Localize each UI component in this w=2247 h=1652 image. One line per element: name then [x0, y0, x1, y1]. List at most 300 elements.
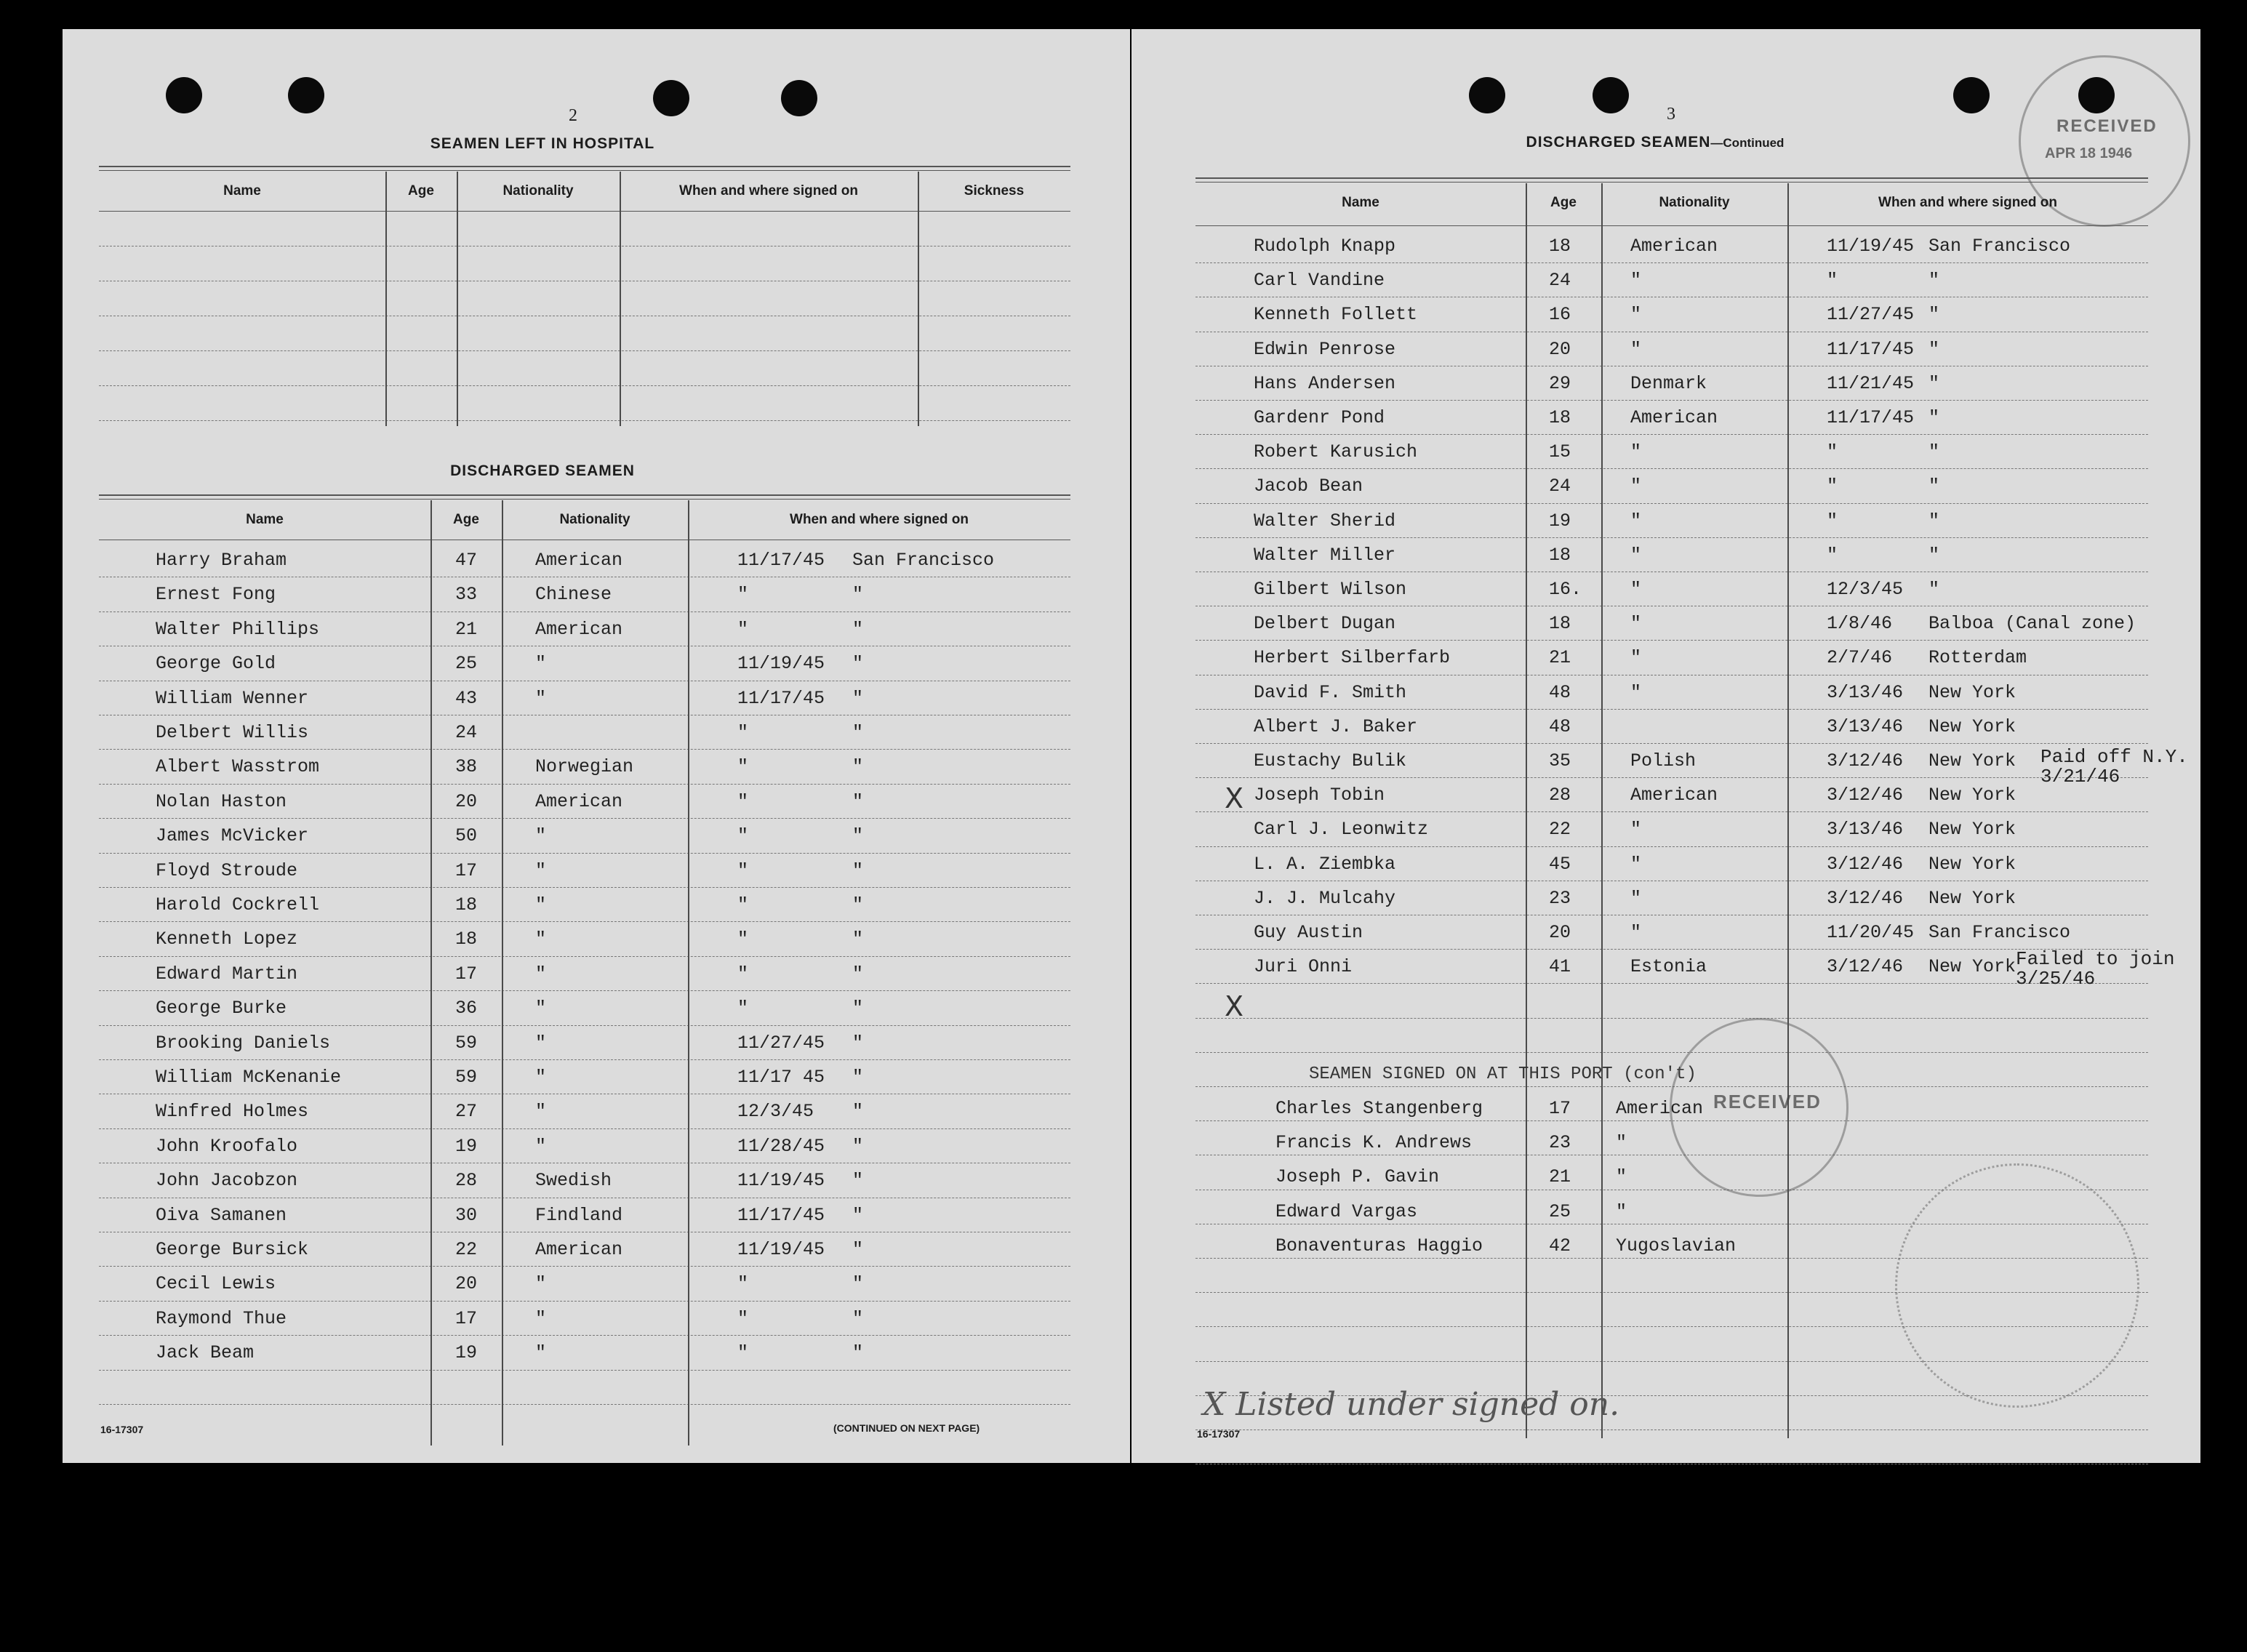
signed-place-cell: " — [852, 653, 864, 675]
nationality-cell: American — [1630, 236, 1718, 257]
hospital-title: SEAMEN LEFT IN HOSPITAL — [430, 135, 655, 152]
name-cell: Nolan Haston — [156, 790, 287, 812]
signed-place-cell: " — [1928, 270, 1940, 292]
signed-place-cell: New York — [1928, 853, 2016, 875]
row-line — [99, 956, 1070, 957]
nationality-cell: " — [535, 1307, 547, 1329]
age-cell: 18 — [1549, 544, 1571, 566]
column-header: Age — [1550, 195, 1577, 210]
signed-date-cell: 11/19/45 — [737, 653, 825, 675]
signed-place-cell: " — [852, 687, 864, 709]
discharged-title: DISCHARGED SEAMEN — [450, 462, 635, 479]
table-rule — [1195, 182, 2148, 183]
paid-off-note — [2040, 747, 2188, 787]
name-cell: William McKenanie — [156, 1067, 342, 1088]
form-number: 16-17307 — [1197, 1428, 1241, 1440]
column-divider — [502, 500, 503, 1446]
signed-place-cell: " — [1928, 476, 1940, 497]
name-cell: Hans Andersen — [1254, 372, 1396, 394]
name-cell: Cecil Lewis — [156, 1273, 276, 1295]
name-cell: David F. Smith — [1254, 681, 1407, 703]
age-cell: 59 — [455, 1032, 478, 1054]
name-cell: Raymond Thue — [156, 1307, 287, 1329]
signed-date-cell: " — [737, 756, 749, 778]
row-line — [99, 990, 1070, 991]
title-main: DISCHARGED SEAMEN — [1526, 134, 1711, 151]
nationality-cell: " — [1630, 647, 1642, 669]
column-divider — [457, 172, 458, 426]
nationality-cell: " — [535, 1273, 547, 1295]
age-cell: 25 — [455, 653, 478, 675]
signed-date-cell: 2/7/46 — [1827, 647, 1893, 669]
signed-date-cell: 3/12/46 — [1827, 887, 1904, 909]
nationality-cell: " — [535, 929, 547, 950]
age-cell: 19 — [1549, 510, 1571, 532]
name-cell: George Gold — [156, 653, 276, 675]
signed-date-cell: 11/21/45 — [1827, 372, 1915, 394]
age-cell: 18 — [1549, 407, 1571, 428]
age-cell: 43 — [455, 687, 478, 709]
row-line — [1195, 743, 2148, 744]
age-cell: 35 — [1549, 750, 1571, 771]
signed-date-cell: " — [737, 963, 749, 985]
signed-date-cell: 3/12/46 — [1827, 785, 1904, 806]
nationality-cell: " — [535, 998, 547, 1019]
row-line — [99, 385, 1070, 386]
punch-hole — [166, 77, 202, 113]
handwritten-note: X Listed under signed on. — [1203, 1386, 1620, 1423]
age-cell: 30 — [455, 1204, 478, 1226]
column-divider — [1526, 183, 1527, 1438]
signed-date-cell: 11/17/45 — [1827, 338, 1915, 360]
row-line — [1195, 537, 2148, 538]
name-cell: Winfred Holmes — [156, 1101, 309, 1123]
punch-hole — [1953, 77, 1990, 113]
signed-place-cell: " — [852, 756, 864, 778]
column-divider — [918, 172, 919, 426]
name-cell: Gardenr Pond — [1254, 407, 1385, 428]
failed-to-join-note — [2016, 950, 2174, 989]
row-line — [1195, 709, 2148, 710]
signed-place-cell: " — [1928, 510, 1940, 532]
age-cell: 27 — [455, 1101, 478, 1123]
name-cell: Joseph P. Gavin — [1275, 1166, 1440, 1188]
signed-date-cell: 11/27/45 — [1827, 304, 1915, 326]
signed-place-cell: " — [852, 1135, 864, 1157]
punch-hole — [288, 77, 324, 113]
nationality-cell: " — [1630, 681, 1642, 703]
nationality-cell: " — [535, 687, 547, 709]
age-cell: 24 — [1549, 476, 1571, 497]
signed-place-cell: " — [852, 1307, 864, 1329]
column-divider — [1601, 183, 1603, 1438]
name-cell: John Kroofalo — [156, 1135, 298, 1157]
nationality-cell: " — [535, 825, 547, 847]
column-divider — [688, 500, 689, 1446]
signed-date-cell: " — [1827, 476, 1838, 497]
nationality-cell: American — [535, 618, 623, 640]
signed-date-cell: 11/17/45 — [737, 1204, 825, 1226]
name-cell: Carl Vandine — [1254, 270, 1385, 292]
column-divider — [430, 500, 432, 1446]
signed-date-cell: 11/17/45 — [1827, 407, 1915, 428]
signed-place-cell: " — [852, 1101, 864, 1123]
name-cell: Herbert Silberfarb — [1254, 647, 1451, 669]
signed-date-cell: 11/19/45 — [737, 1239, 825, 1260]
signed-date-cell: " — [737, 1342, 749, 1364]
signed-date-cell: 11/27/45 — [737, 1032, 825, 1054]
nationality-cell: Estonia — [1630, 956, 1707, 978]
nationality-cell: " — [1630, 544, 1642, 566]
column-header: Nationality — [1659, 195, 1730, 210]
signed-on-heading: SEAMEN SIGNED ON AT THIS PORT (con't) — [1309, 1064, 1697, 1084]
age-cell: 24 — [1549, 270, 1571, 292]
age-cell: 17 — [1549, 1098, 1571, 1119]
punch-hole — [653, 80, 689, 116]
signed-date-cell: 3/12/46 — [1827, 956, 1904, 978]
signed-place-cell: New York — [1928, 681, 2016, 703]
signed-place-cell: " — [852, 1170, 864, 1192]
age-cell: 38 — [455, 756, 478, 778]
age-cell: 29 — [1549, 372, 1571, 394]
row-line — [1195, 846, 2148, 847]
row-line — [1195, 262, 2148, 263]
nationality-cell: Polish — [1630, 750, 1697, 771]
row-line — [99, 1404, 1070, 1405]
received-stamp-text: RECEIVED — [2056, 116, 2158, 136]
received-stamp-date: APR 18 1946 — [2045, 145, 2133, 161]
signed-date-cell: 3/13/46 — [1827, 819, 1904, 841]
name-cell: Bonaventuras Haggio — [1275, 1235, 1483, 1256]
age-cell: 16. — [1549, 579, 1582, 600]
name-cell: Juri Onni — [1254, 956, 1353, 978]
row-line — [99, 921, 1070, 922]
nationality-cell: " — [1630, 922, 1642, 943]
nationality-cell: " — [535, 894, 547, 915]
row-line — [99, 853, 1070, 854]
left-page — [63, 29, 1130, 1463]
signed-date-cell: " — [1827, 510, 1838, 532]
name-cell: Edward Vargas — [1275, 1200, 1418, 1222]
table-rule — [99, 499, 1070, 500]
name-cell: Francis K. Andrews — [1275, 1132, 1473, 1154]
signed-date-cell: 12/3/45 — [1827, 579, 1904, 600]
seal-stamp — [1895, 1163, 2139, 1408]
signed-place-cell: " — [1928, 338, 1940, 360]
page-number: 3 — [1667, 105, 1675, 124]
column-header: When and where signed on — [1878, 195, 2057, 210]
signed-date-cell: 3/13/46 — [1827, 715, 1904, 737]
signed-place-cell: " — [852, 859, 864, 881]
signed-place-cell: " — [852, 1239, 864, 1260]
column-header: Name — [1342, 195, 1379, 210]
name-cell: Carl J. Leonwitz — [1254, 819, 1429, 841]
signed-place-cell: New York — [1928, 956, 2016, 978]
age-cell: 45 — [1549, 853, 1571, 875]
age-cell: 42 — [1549, 1235, 1571, 1256]
signed-date-cell: " — [737, 618, 749, 640]
name-cell: Walter Miller — [1254, 544, 1396, 566]
name-cell: Harold Cockrell — [156, 894, 320, 915]
column-header: Name — [223, 183, 261, 199]
name-cell: Oiva Samanen — [156, 1204, 287, 1226]
row-line — [1195, 1052, 2148, 1053]
name-cell: John Jacobzon — [156, 1170, 298, 1192]
signed-place-cell: " — [1928, 579, 1940, 600]
signed-date-cell: 11/19/45 — [1827, 236, 1915, 257]
age-cell: 41 — [1549, 956, 1571, 978]
title-suffix: —Continued — [1710, 136, 1785, 150]
signed-date-cell: " — [737, 894, 749, 915]
signed-place-cell: " — [852, 722, 864, 743]
age-cell: 22 — [1549, 819, 1571, 841]
name-cell: Kenneth Follett — [1254, 304, 1418, 326]
name-cell: Harry Braham — [156, 550, 287, 571]
row-line — [1195, 1018, 2148, 1019]
nationality-cell: " — [535, 1342, 547, 1364]
age-cell: 17 — [455, 1307, 478, 1329]
row-line — [1195, 983, 2148, 984]
row-line — [99, 420, 1070, 421]
name-cell: Edwin Penrose — [1254, 338, 1396, 360]
name-cell: Floyd Stroude — [156, 859, 298, 881]
signed-place-cell: San Francisco — [1928, 922, 2071, 943]
row-line — [1195, 949, 2148, 950]
name-cell: Rudolph Knapp — [1254, 236, 1396, 257]
nationality-cell: " — [535, 859, 547, 881]
nationality-cell: American — [535, 790, 623, 812]
table-rule — [99, 166, 1070, 167]
signed-date-cell: " — [737, 859, 749, 881]
punch-hole — [1593, 77, 1629, 113]
signed-place-cell: New York — [1928, 715, 2016, 737]
nationality-cell: " — [1630, 441, 1642, 463]
age-cell: 23 — [1549, 887, 1571, 909]
signed-place-cell: " — [852, 825, 864, 847]
column-divider — [1787, 183, 1789, 1438]
signed-date-cell: 1/8/46 — [1827, 613, 1893, 635]
signed-date-cell: " — [737, 722, 749, 743]
nationality-cell: Chinese — [535, 584, 612, 606]
row-line — [1195, 640, 2148, 641]
age-cell: 20 — [1549, 338, 1571, 360]
nationality-cell: " — [1630, 887, 1642, 909]
name-cell: J. J. Mulcahy — [1254, 887, 1396, 909]
column-header: When and where signed on — [790, 512, 969, 527]
age-cell: 15 — [1549, 441, 1571, 463]
nationality-cell: " — [535, 1032, 547, 1054]
age-cell: 24 — [455, 722, 478, 743]
row-line — [99, 1128, 1070, 1129]
name-cell: George Bursick — [156, 1239, 309, 1260]
received-stamp-2-text: RECEIVED — [1713, 1091, 1822, 1112]
signed-date-cell: 11/28/45 — [737, 1135, 825, 1157]
signed-date-cell: 12/3/45 — [737, 1101, 814, 1123]
discharged-continued-title — [1466, 134, 1844, 151]
signed-date-cell: " — [1827, 441, 1838, 463]
nationality-cell: Swedish — [535, 1170, 612, 1192]
name-cell: George Burke — [156, 998, 287, 1019]
column-header: Age — [408, 183, 434, 199]
age-cell: 17 — [455, 963, 478, 985]
row-line — [99, 784, 1070, 785]
paid-off-text: Paid off N.Y. 3/21/46 — [2040, 746, 2188, 787]
age-cell: 47 — [455, 550, 478, 571]
signed-place-cell: " — [852, 1067, 864, 1088]
nationality-cell: " — [535, 1101, 547, 1123]
signed-place-cell: " — [852, 618, 864, 640]
signed-place-cell: San Francisco — [1928, 236, 2071, 257]
row-line — [1195, 777, 2148, 778]
nationality-cell: " — [535, 963, 547, 985]
age-cell: 19 — [455, 1342, 478, 1364]
age-cell: 48 — [1549, 681, 1571, 703]
nationality-cell: " — [1630, 476, 1642, 497]
age-cell: 18 — [1549, 613, 1571, 635]
age-cell: 23 — [1549, 1132, 1571, 1154]
row-line — [99, 818, 1070, 819]
row-line — [99, 350, 1070, 351]
nationality-cell: American — [535, 1239, 623, 1260]
name-cell: Jack Beam — [156, 1342, 255, 1364]
nationality-cell: " — [1630, 270, 1642, 292]
name-cell: Delbert Dugan — [1254, 613, 1396, 635]
name-cell: Walter Sherid — [1254, 510, 1396, 532]
signed-date-cell: " — [737, 998, 749, 1019]
continued-note: (CONTINUED ON NEXT PAGE) — [833, 1422, 980, 1434]
nationality-cell: " — [535, 1135, 547, 1157]
column-header: When and where signed on — [679, 183, 858, 199]
signed-place-cell: New York — [1928, 887, 2016, 909]
signed-date-cell: 11/17/45 — [737, 687, 825, 709]
table-rule — [1195, 177, 2148, 179]
name-cell: Eustachy Bulik — [1254, 750, 1407, 771]
form-number: 16-17307 — [100, 1424, 144, 1435]
name-cell: Delbert Willis — [156, 722, 309, 743]
name-cell: Walter Phillips — [156, 618, 320, 640]
name-cell: L. A. Ziembka — [1254, 853, 1396, 875]
nationality-cell: Norwegian — [535, 756, 634, 778]
nationality-cell: American — [1630, 407, 1718, 428]
signed-place-cell: " — [1928, 304, 1940, 326]
signed-place-cell: New York — [1928, 750, 2016, 771]
nationality-cell: American — [1630, 785, 1718, 806]
age-cell: 21 — [1549, 647, 1571, 669]
row-line — [99, 1301, 1070, 1302]
header-rule — [99, 211, 1070, 212]
nationality-cell: American — [1616, 1098, 1704, 1119]
signed-date-cell: 11/19/45 — [737, 1170, 825, 1192]
name-cell: Guy Austin — [1254, 922, 1363, 943]
signed-place-cell: " — [852, 998, 864, 1019]
column-divider — [620, 172, 621, 426]
signed-place-cell: " — [852, 1342, 864, 1364]
nationality-cell: " — [1616, 1132, 1627, 1154]
column-header: Sickness — [964, 183, 1025, 199]
signed-place-cell: " — [852, 1204, 864, 1226]
signed-date-cell: " — [737, 790, 749, 812]
column-header: Nationality — [502, 183, 574, 199]
age-cell: 21 — [1549, 1166, 1571, 1188]
age-cell: 33 — [455, 584, 478, 606]
age-cell: 20 — [1549, 922, 1571, 943]
age-cell: 28 — [1549, 785, 1571, 806]
age-cell: 50 — [455, 825, 478, 847]
signed-date-cell: " — [1827, 544, 1838, 566]
signed-date-cell: " — [1827, 270, 1838, 292]
signed-date-cell: 11/17/45 — [737, 550, 825, 571]
row-line — [1195, 434, 2148, 435]
nationality-cell: " — [1616, 1200, 1627, 1222]
x-mark: X — [1225, 782, 1244, 814]
signed-place-cell: San Francisco — [852, 550, 995, 571]
name-cell: Robert Karusich — [1254, 441, 1418, 463]
right-page — [1131, 29, 2200, 1463]
signed-place-cell: " — [852, 790, 864, 812]
name-cell: Gilbert Wilson — [1254, 579, 1407, 600]
nationality-cell: " — [1630, 579, 1642, 600]
signed-date-cell: 3/13/46 — [1827, 681, 1904, 703]
name-cell: Albert Wasstrom — [156, 756, 320, 778]
age-cell: 48 — [1549, 715, 1571, 737]
age-cell: 21 — [455, 618, 478, 640]
signed-date-cell: 11/17 45 — [737, 1067, 825, 1088]
signed-place-cell: New York — [1928, 785, 2016, 806]
age-cell: 18 — [455, 929, 478, 950]
age-cell: 17 — [455, 859, 478, 881]
row-line — [99, 887, 1070, 888]
signed-place-cell: Rotterdam — [1928, 647, 2027, 669]
signed-date-cell: 3/12/46 — [1827, 853, 1904, 875]
name-cell: Charles Stangenberg — [1275, 1098, 1483, 1119]
nationality-cell: Denmark — [1630, 372, 1707, 394]
name-cell: Kenneth Lopez — [156, 929, 298, 950]
signed-place-cell: " — [1928, 544, 1940, 566]
nationality-cell: " — [1630, 819, 1642, 841]
signed-date-cell: " — [737, 929, 749, 950]
nationality-cell: Yugoslavian — [1616, 1235, 1737, 1256]
signed-date-cell: " — [737, 1273, 749, 1295]
nationality-cell: " — [535, 653, 547, 675]
nationality-cell: American — [535, 550, 623, 571]
age-cell: 59 — [455, 1067, 478, 1088]
failed-to-join-text: Failed to join 3/25/46 — [2016, 948, 2175, 990]
name-cell: Jacob Bean — [1254, 476, 1363, 497]
signed-place-cell: " — [852, 894, 864, 915]
nationality-cell: " — [1616, 1166, 1627, 1188]
page-number: 2 — [569, 106, 577, 125]
age-cell: 20 — [455, 1273, 478, 1295]
row-line — [1195, 400, 2148, 401]
row-line — [99, 1266, 1070, 1267]
age-cell: 16 — [1549, 304, 1571, 326]
nationality-cell: " — [1630, 338, 1642, 360]
nationality-cell: " — [1630, 304, 1642, 326]
signed-place-cell: New York — [1928, 819, 2016, 841]
column-header: Age — [453, 512, 479, 527]
signed-place-cell: " — [852, 584, 864, 606]
signed-place-cell: " — [852, 963, 864, 985]
signed-date-cell: " — [737, 584, 749, 606]
nationality-cell: Findland — [535, 1204, 623, 1226]
name-cell: Ernest Fong — [156, 584, 276, 606]
signed-date-cell: " — [737, 1307, 749, 1329]
column-header: Nationality — [559, 512, 630, 527]
row-line — [99, 1370, 1070, 1371]
punch-hole — [1469, 77, 1505, 113]
name-cell: Edward Martin — [156, 963, 298, 985]
nationality-cell: " — [535, 1067, 547, 1088]
